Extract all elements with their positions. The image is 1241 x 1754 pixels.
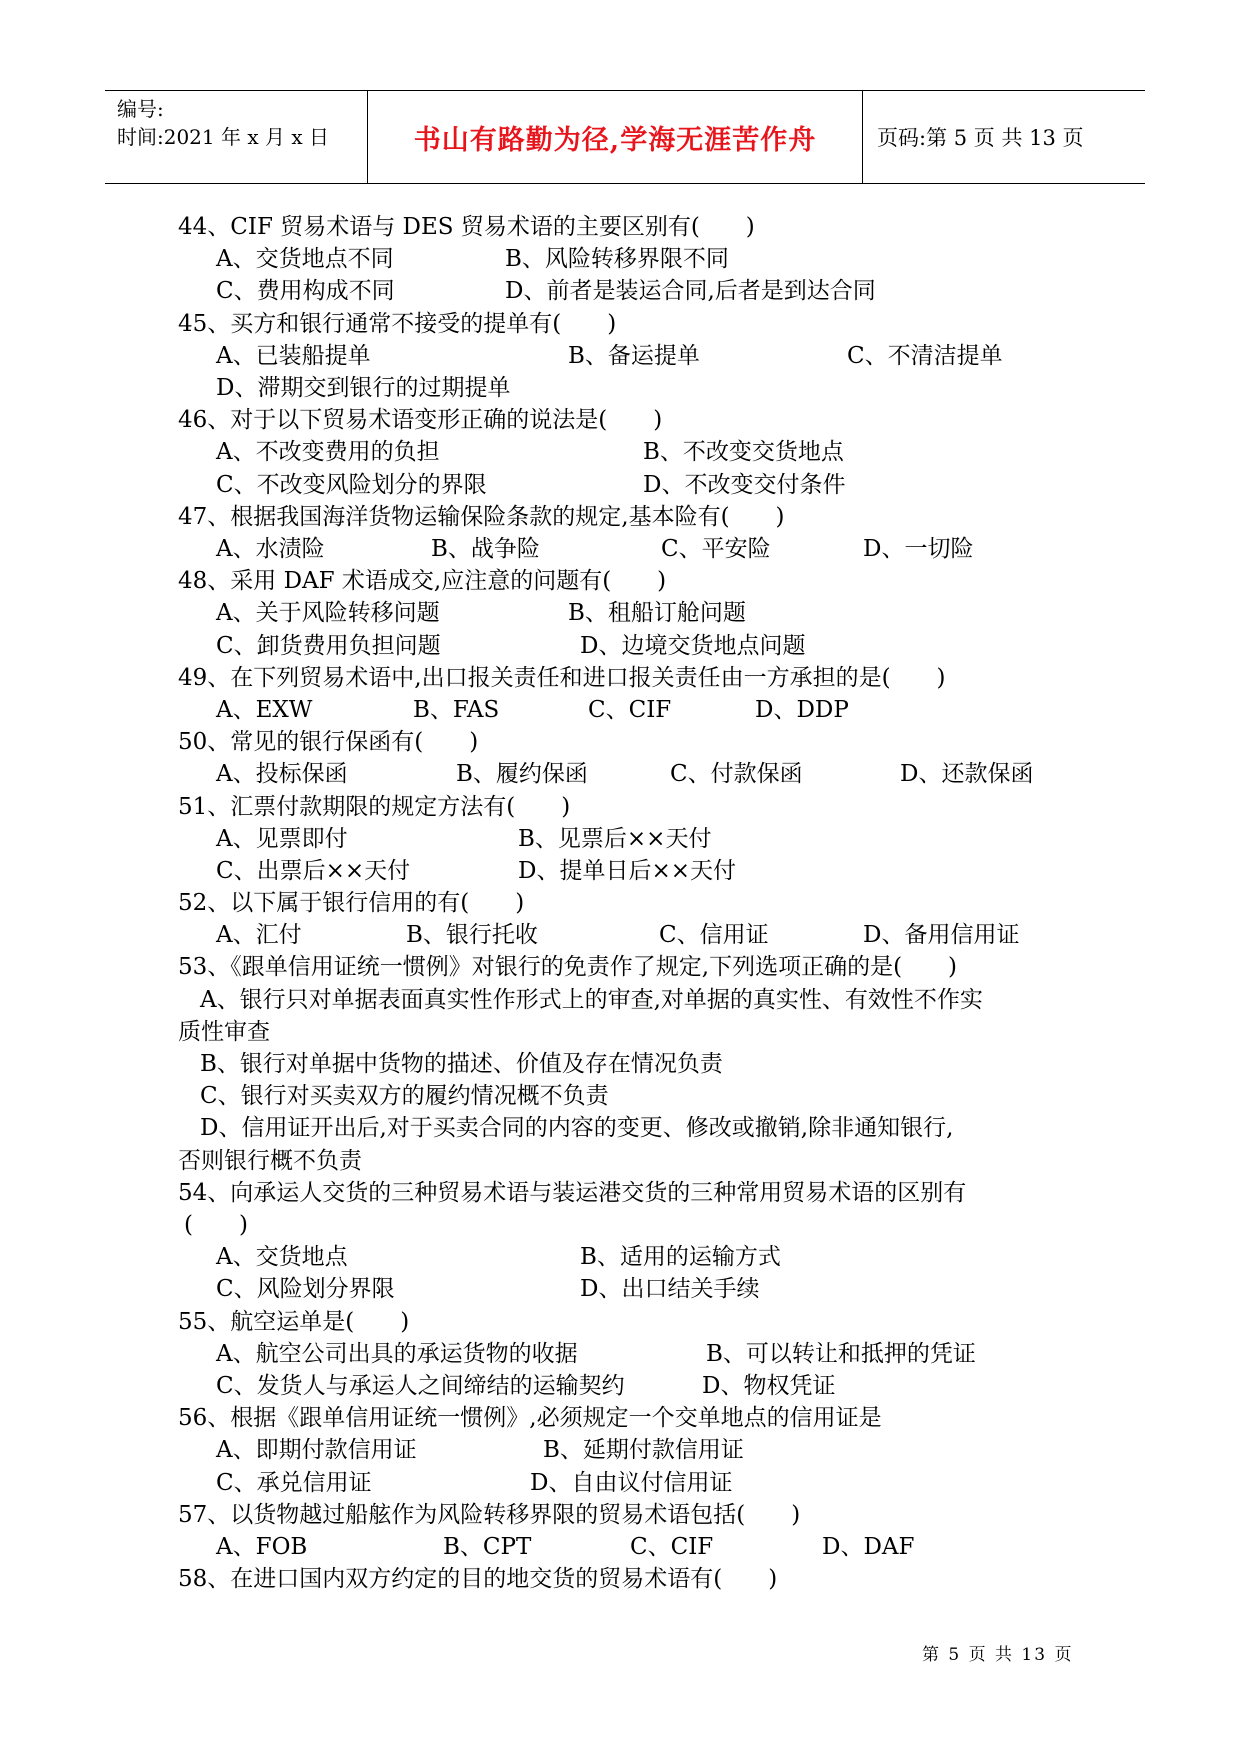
option-46-a: A、不改变费用的负担 (216, 439, 440, 465)
option-51-b: B、见票后××天付 (518, 826, 712, 852)
motto: 书山有路勤为径,学海无涯苦作舟 (413, 124, 817, 156)
option-57-c: C、CIF (630, 1534, 714, 1560)
option-46-d: D、不改变交付条件 (643, 472, 846, 498)
option-50-b: B、履约保函 (456, 761, 588, 787)
option-49-a: A、EXW (216, 697, 313, 723)
question-45: 45、买方和银行通常不接受的提单有( ) (178, 311, 617, 337)
option-50-a: A、投标保函 (216, 761, 348, 787)
option-50-d: D、还款保函 (900, 761, 1034, 787)
option-44-c: C、费用构成不同 (216, 278, 395, 304)
option-53-a: A、银行只对单据表面真实性作形式上的审查,对单据的真实性、有效性不作实 (200, 987, 983, 1013)
question-51: 51、汇票付款期限的规定方法有( ) (178, 794, 571, 820)
option-48-d: D、边境交货地点问题 (580, 633, 806, 659)
option-57-d: D、DAF (822, 1534, 915, 1560)
question-56: 56、根据《跟单信用证统一惯例》,必须规定一个交单地点的信用证是 (178, 1405, 882, 1431)
question-52: 52、以下属于银行信用的有( ) (178, 890, 525, 916)
question-54-cont: ( ) (184, 1212, 248, 1238)
option-54-d: D、出口结关手续 (580, 1276, 760, 1302)
question-55: 55、航空运单是( ) (178, 1309, 410, 1335)
option-55-b: B、可以转让和抵押的凭证 (706, 1341, 976, 1367)
option-49-d: D、DDP (755, 697, 849, 723)
option-45-d: D、滞期交到银行的过期提单 (216, 375, 511, 401)
option-53-d-cont: 否则银行概不负责 (178, 1148, 362, 1174)
option-53-b: B、银行对单据中货物的描述、价值及存在情况负责 (200, 1051, 723, 1077)
option-51-c: C、出票后××天付 (216, 858, 411, 884)
option-44-a: A、交货地点不同 (216, 246, 394, 272)
option-47-d: D、一切险 (863, 536, 974, 562)
option-48-b: B、租船订舱问题 (568, 600, 746, 626)
header-table (105, 90, 1145, 184)
option-47-c: C、平安险 (661, 536, 771, 562)
number-label: 编号: (117, 97, 164, 121)
option-48-c: C、卸货费用负担问题 (216, 633, 441, 659)
option-53-a-cont: 质性审查 (178, 1019, 270, 1045)
header-right-cell (863, 91, 1145, 183)
option-52-b: B、银行托收 (406, 922, 538, 948)
option-54-b: B、适用的运输方式 (580, 1244, 781, 1270)
option-53-c: C、银行对买卖双方的履约情况概不负责 (200, 1083, 609, 1109)
option-55-d: D、物权凭证 (702, 1373, 836, 1399)
question-50: 50、常见的银行保函有( ) (178, 729, 479, 755)
question-57: 57、以货物越过船舷作为风险转移界限的贸易术语包括( ) (178, 1502, 801, 1528)
option-56-a: A、即期付款信用证 (216, 1437, 417, 1463)
option-47-a: A、水渍险 (216, 536, 325, 562)
page-footer: 第 5 页 共 13 页 (922, 1645, 1074, 1665)
question-48: 48、采用 DAF 术语成交,应注意的问题有( ) (178, 568, 667, 594)
option-55-a: A、航空公司出具的承运货物的收据 (216, 1341, 578, 1367)
option-49-c: C、CIF (588, 697, 672, 723)
option-53-d: D、信用证开出后,对于买卖合同的内容的变更、修改或撤销,除非通知银行, (200, 1115, 954, 1141)
option-56-b: B、延期付款信用证 (543, 1437, 744, 1463)
option-45-b: B、备运提单 (568, 343, 700, 369)
option-50-c: C、付款保函 (670, 761, 803, 787)
option-45-c: C、不清洁提单 (847, 343, 1003, 369)
option-52-a: A、汇付 (216, 922, 302, 948)
time-label: 时间:2021 年 x 月 x 日 (117, 125, 329, 149)
option-46-c: C、不改变风险划分的界限 (216, 472, 487, 498)
header-left-cell (105, 91, 368, 183)
option-52-d: D、备用信用证 (863, 922, 1020, 948)
option-51-d: D、提单日后××天付 (518, 858, 736, 884)
option-57-b: B、CPT (443, 1534, 532, 1560)
option-44-b: B、风险转移界限不同 (505, 246, 729, 272)
option-44-d: D、前者是装运合同,后者是到达合同 (505, 278, 876, 304)
question-54: 54、向承运人交货的三种贸易术语与装运港交货的三种常用贸易术语的区别有 (178, 1180, 967, 1206)
option-47-b: B、战争险 (431, 536, 540, 562)
option-52-c: C、信用证 (659, 922, 769, 948)
option-51-a: A、见票即付 (216, 826, 348, 852)
question-53: 53、《跟单信用证统一惯例》对银行的免责作了规定,下列选项正确的是( ) (178, 954, 958, 980)
question-46: 46、对于以下贸易术语变形正确的说法是( ) (178, 407, 663, 433)
option-54-c: C、风险划分界限 (216, 1276, 395, 1302)
option-56-d: D、自由议付信用证 (530, 1470, 733, 1496)
question-58: 58、在进口国内双方约定的目的地交货的贸易术语有( ) (178, 1566, 778, 1592)
option-57-a: A、FOB (216, 1534, 308, 1560)
page-code: 页码:第 5 页 共 13 页 (877, 126, 1084, 150)
option-48-a: A、关于风险转移问题 (216, 600, 440, 626)
option-55-c: C、发货人与承运人之间缔结的运输契约 (216, 1373, 625, 1399)
question-44: 44、CIF 贸易术语与 DES 贸易术语的主要区别有( ) (178, 214, 755, 240)
option-56-c: C、承兑信用证 (216, 1470, 372, 1496)
option-45-a: A、已装船提单 (216, 343, 371, 369)
option-49-b: B、FAS (413, 697, 500, 723)
question-49: 49、在下列贸易术语中,出口报关责任和进口报关责任由一方承担的是( ) (178, 665, 946, 691)
option-54-a: A、交货地点 (216, 1244, 348, 1270)
question-47: 47、根据我国海洋货物运输保险条款的规定,基本险有( ) (178, 504, 785, 530)
header-center-cell (368, 91, 863, 183)
option-46-b: B、不改变交货地点 (643, 439, 844, 465)
